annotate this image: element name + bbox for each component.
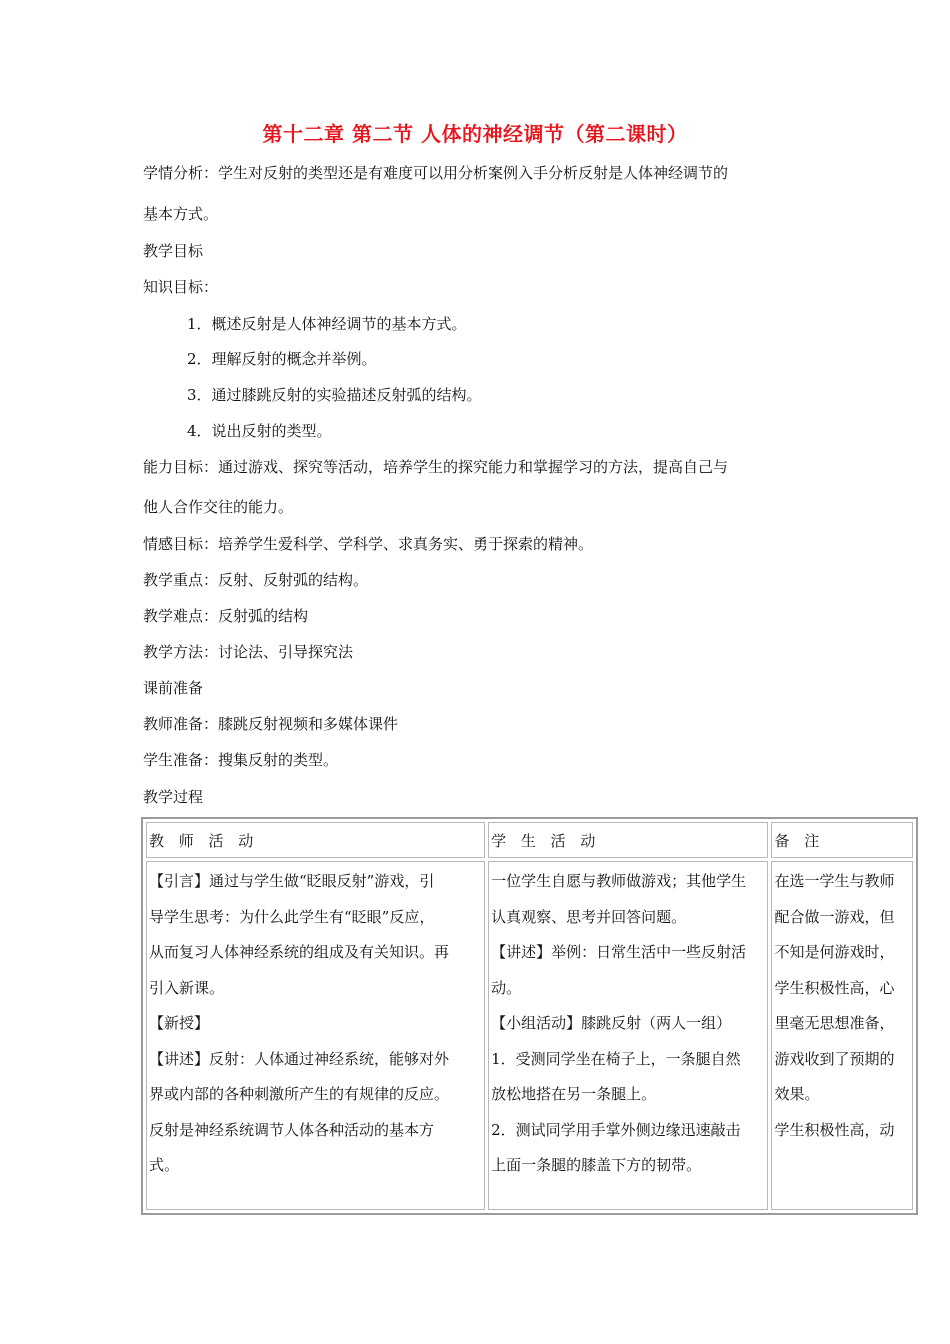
student-line: 上面一条腿的膝盖下方的韧带。 [491, 1156, 702, 1174]
analysis-line-2: 基本方式。 [143, 205, 219, 223]
heading-preparation: 课前准备 [143, 679, 204, 697]
student-line: 认真观察、思考并回答问题。 [491, 907, 687, 926]
objective-item-1: 1．概述反射是人体神经调节的基本方式。 [187, 315, 467, 333]
table-row [146, 861, 913, 1210]
student-line: 【小组活动】膝跳反射（两人一组） [491, 1014, 732, 1032]
teacher-line: 式。 [149, 1156, 180, 1174]
notes-line: 配合做一游戏，但 [774, 907, 895, 926]
objective-item-3: 3．通过膝跳反射的实验描述反射弧的结构。 [187, 386, 482, 404]
teaching-key-points: 教学重点：反射、反射弧的结构。 [143, 571, 369, 589]
analysis-line-1: 学情分析：学生对反射的类型还是有难度可以用分析案例入手分析反射是人体神经调节的 [143, 164, 729, 182]
notes-line: 里毫无思想准备， [774, 1014, 895, 1032]
teacher-line: 从而复习人体神经系统的组成及有关知识。再 [149, 943, 450, 961]
header-teacher-activity: 教 师 活 动 [146, 822, 485, 858]
student-preparation: 学生准备：搜集反射的类型。 [143, 751, 339, 769]
student-line: 放松地搭在另一条腿上。 [491, 1085, 657, 1103]
teaching-difficulties: 教学难点：反射弧的结构 [143, 607, 309, 625]
student-line: 【讲述】举例：日常生活中一些反射活 [491, 943, 747, 961]
teacher-line: 引入新课。 [149, 978, 225, 997]
heading-objectives: 教学目标 [143, 242, 204, 260]
notes-line: 效果。 [774, 1085, 820, 1103]
emotion-objective: 情感目标：培养学生爱科学、学科学、求真务实、勇于探索的精神。 [143, 535, 594, 553]
student-line: 2．测试同学用手掌外侧边缘迅速敲击 [491, 1120, 741, 1139]
teacher-preparation: 教师准备：膝跳反射视频和多媒体课件 [143, 715, 399, 733]
heading-process: 教学过程 [143, 788, 204, 806]
student-line: 动。 [491, 978, 522, 997]
objective-item-4: 4．说出反射的类型。 [187, 422, 332, 440]
teacher-line: 导学生思考：为什么此学生有“眨眼”反应， [149, 907, 435, 926]
notes-line: 在选一学生与教师 [774, 872, 895, 890]
page-title: 第十二章 第二节 人体的神经调节（第二课时） [262, 122, 688, 146]
heading-knowledge-objectives: 知识目标： [143, 278, 219, 296]
table-header-row [146, 822, 913, 858]
teacher-line: 反射是神经系统调节人体各种活动的基本方 [149, 1120, 435, 1139]
student-line: 一位学生自愿与教师做游戏；其他学生 [491, 872, 747, 890]
teacher-line: 界或内部的各种刺激所产生的有规律的反应。 [149, 1085, 450, 1103]
header-student-activity: 学 生 活 动 [488, 822, 768, 858]
notes-line: 学生积极性高，动 [774, 1120, 895, 1139]
teaching-methods: 教学方法：讨论法、引导探究法 [143, 643, 354, 661]
teaching-process-table [141, 817, 918, 1215]
objective-item-2: 2．理解反射的概念并举例。 [187, 350, 377, 368]
teacher-line: 【引言】通过与学生做“眨眼反射”游戏，引 [149, 872, 435, 890]
ability-objective-line-1: 能力目标：通过游戏、探究等活动，培养学生的探究能力和掌握学习的方法，提高自己与 [143, 458, 729, 476]
student-line: 1．受测同学坐在椅子上，一条腿自然 [491, 1049, 741, 1068]
notes-line: 不知是何游戏时， [774, 943, 895, 961]
student-activity-cell [488, 861, 768, 1210]
ability-objective-line-2: 他人合作交往的能力。 [143, 498, 294, 516]
teacher-line: 【讲述】反射：人体通过神经系统，能够对外 [149, 1049, 450, 1068]
notes-cell [771, 861, 913, 1210]
header-notes: 备 注 [771, 822, 913, 858]
notes-line: 游戏收到了预期的 [774, 1049, 895, 1068]
teacher-line: 【新授】 [149, 1014, 210, 1032]
teacher-activity-cell [146, 861, 485, 1210]
notes-line: 学生积极性高，心 [774, 978, 895, 997]
